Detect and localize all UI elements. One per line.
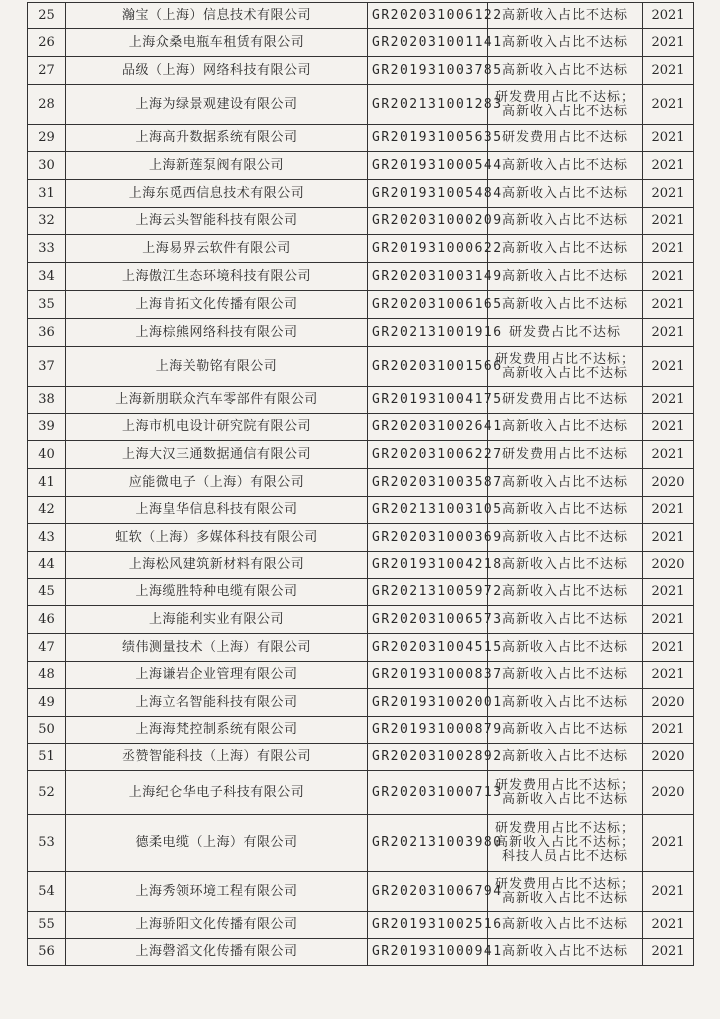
certificate-code-cell: GR201931005635 (368, 125, 488, 152)
row-number-cell: 33 (28, 235, 66, 263)
table-row (28, 771, 694, 815)
company-name-cell: 虹软（上海）多媒体科技有限公司 (66, 524, 368, 552)
revocation-reason-cell: 高新收入占比不达标 (488, 552, 643, 579)
row-number-cell: 44 (28, 552, 66, 579)
certificate-code-cell: GR202031006165 (368, 291, 488, 319)
table-row (28, 319, 694, 347)
revocation-reason-cell: 研发费用占比不达标；高新收入占比不达标；科技人员占比不达标 (488, 815, 643, 872)
company-name-cell: 上海棕熊网络科技有限公司 (66, 319, 368, 347)
year-cell: 2021 (643, 208, 694, 235)
revocation-table (27, 2, 694, 966)
year-cell: 2021 (643, 125, 694, 152)
company-name-cell: 上海谦岩企业管理有限公司 (66, 662, 368, 689)
revocation-reason-cell: 研发费用占比不达标；高新收入占比不达标 (488, 85, 643, 125)
year-cell: 2021 (643, 291, 694, 319)
table-row (28, 815, 694, 872)
table-row (28, 180, 694, 208)
company-name-cell: 上海高升数据系统有限公司 (66, 125, 368, 152)
certificate-code-cell: GR201931000941 (368, 939, 488, 966)
revocation-reason-cell: 高新收入占比不达标 (488, 208, 643, 235)
revocation-reason-cell: 高新收入占比不达标 (488, 3, 643, 29)
company-name-cell: 上海磬滔文化传播有限公司 (66, 939, 368, 966)
row-number-cell: 35 (28, 291, 66, 319)
company-name-cell: 上海新朋联众汽车零部件有限公司 (66, 387, 368, 414)
revocation-reason-cell: 高新收入占比不达标 (488, 57, 643, 85)
row-number-cell: 43 (28, 524, 66, 552)
row-number-cell: 47 (28, 634, 66, 662)
table-row (28, 57, 694, 85)
row-number-cell: 53 (28, 815, 66, 872)
table-row (28, 29, 694, 57)
company-name-cell: 上海易界云软件有限公司 (66, 235, 368, 263)
row-number-cell: 40 (28, 441, 66, 469)
company-name-cell: 上海能利实业有限公司 (66, 606, 368, 634)
row-number-cell: 27 (28, 57, 66, 85)
certificate-code-cell: GR202031001566 (368, 347, 488, 387)
year-cell: 2020 (643, 552, 694, 579)
certificate-code-cell: GR202031004515 (368, 634, 488, 662)
row-number-cell: 52 (28, 771, 66, 815)
table-row (28, 235, 694, 263)
company-name-cell: 上海松风建筑新材料有限公司 (66, 552, 368, 579)
table-row (28, 469, 694, 497)
table-row (28, 744, 694, 771)
table-row (28, 912, 694, 939)
row-number-cell: 34 (28, 263, 66, 291)
row-number-cell: 45 (28, 579, 66, 606)
row-number-cell: 49 (28, 689, 66, 717)
table-row (28, 85, 694, 125)
revocation-reason-cell: 高新收入占比不达标 (488, 717, 643, 744)
row-number-cell: 42 (28, 497, 66, 524)
table-row (28, 552, 694, 579)
certificate-code-cell: GR202131003980 (368, 815, 488, 872)
row-number-cell: 30 (28, 152, 66, 180)
table-row (28, 524, 694, 552)
table-row (28, 662, 694, 689)
revocation-reason-cell: 研发费用占比不达标 (488, 387, 643, 414)
year-cell: 2021 (643, 497, 694, 524)
year-cell: 2021 (643, 319, 694, 347)
revocation-reason-cell: 高新收入占比不达标 (488, 689, 643, 717)
certificate-code-cell: GR201931003785 (368, 57, 488, 85)
year-cell: 2021 (643, 387, 694, 414)
certificate-code-cell: GR201931000837 (368, 662, 488, 689)
row-number-cell: 26 (28, 29, 66, 57)
certificate-code-cell: GR202031003587 (368, 469, 488, 497)
year-cell: 2021 (643, 441, 694, 469)
table-row (28, 347, 694, 387)
row-number-cell: 31 (28, 180, 66, 208)
year-cell: 2021 (643, 263, 694, 291)
year-cell: 2021 (643, 414, 694, 441)
certificate-code-cell: GR202031002892 (368, 744, 488, 771)
certificate-code-cell: GR202131001283 (368, 85, 488, 125)
row-number-cell: 51 (28, 744, 66, 771)
table-row (28, 414, 694, 441)
row-number-cell: 25 (28, 3, 66, 29)
row-number-cell: 56 (28, 939, 66, 966)
row-number-cell: 28 (28, 85, 66, 125)
certificate-code-cell: GR202031000369 (368, 524, 488, 552)
row-number-cell: 38 (28, 387, 66, 414)
company-name-cell: 上海傲江生态环境科技有限公司 (66, 263, 368, 291)
row-number-cell: 55 (28, 912, 66, 939)
company-name-cell: 上海众桑电瓶车租赁有限公司 (66, 29, 368, 57)
year-cell: 2021 (643, 815, 694, 872)
row-number-cell: 37 (28, 347, 66, 387)
revocation-reason-cell: 高新收入占比不达标 (488, 469, 643, 497)
revocation-reason-cell: 高新收入占比不达标 (488, 29, 643, 57)
year-cell: 2021 (643, 347, 694, 387)
company-name-cell: 应能微电子（上海）有限公司 (66, 469, 368, 497)
table-row (28, 497, 694, 524)
certificate-code-cell: GR201931004218 (368, 552, 488, 579)
row-number-cell: 46 (28, 606, 66, 634)
company-name-cell: 上海缆胜特种电缆有限公司 (66, 579, 368, 606)
certificate-code-cell: GR201931000879 (368, 717, 488, 744)
revocation-reason-cell: 研发费用占比不达标；高新收入占比不达标 (488, 872, 643, 912)
revocation-reason-cell: 高新收入占比不达标 (488, 291, 643, 319)
year-cell: 2021 (643, 939, 694, 966)
company-name-cell: 德柔电缆（上海）有限公司 (66, 815, 368, 872)
table-row (28, 208, 694, 235)
year-cell: 2020 (643, 689, 694, 717)
revocation-reason-cell: 高新收入占比不达标 (488, 579, 643, 606)
row-number-cell: 39 (28, 414, 66, 441)
table-row (28, 872, 694, 912)
revocation-reason-cell: 高新收入占比不达标 (488, 152, 643, 180)
year-cell: 2021 (643, 85, 694, 125)
company-name-cell: 上海皇华信息科技有限公司 (66, 497, 368, 524)
company-name-cell: 丞赞智能科技（上海）有限公司 (66, 744, 368, 771)
table-row (28, 441, 694, 469)
certificate-code-cell: GR202031003149 (368, 263, 488, 291)
company-name-cell: 瀚宝（上海）信息技术有限公司 (66, 3, 368, 29)
company-name-cell: 上海为绿景观建设有限公司 (66, 85, 368, 125)
revocation-reason-cell: 高新收入占比不达标 (488, 524, 643, 552)
certificate-code-cell: GR202031001141 (368, 29, 488, 57)
table-row (28, 387, 694, 414)
certificate-code-cell: GR202031000209 (368, 208, 488, 235)
revocation-reason-cell: 高新收入占比不达标 (488, 662, 643, 689)
company-name-cell: 品级（上海）网络科技有限公司 (66, 57, 368, 85)
certificate-code-cell: GR202131001916 (368, 319, 488, 347)
revocation-reason-cell: 研发费用占比不达标；高新收入占比不达标 (488, 771, 643, 815)
certificate-code-cell: GR202031006122 (368, 3, 488, 29)
row-number-cell: 48 (28, 662, 66, 689)
table-row (28, 291, 694, 319)
revocation-reason-cell: 研发费占比不达标 (488, 319, 643, 347)
year-cell: 2021 (643, 235, 694, 263)
certificate-code-cell: GR202031006573 (368, 606, 488, 634)
row-number-cell: 50 (28, 717, 66, 744)
year-cell: 2021 (643, 29, 694, 57)
company-name-cell: 上海关勒铭有限公司 (66, 347, 368, 387)
company-name-cell: 上海市机电设计研究院有限公司 (66, 414, 368, 441)
table-row (28, 717, 694, 744)
company-name-cell: 上海纪仑华电子科技有限公司 (66, 771, 368, 815)
year-cell: 2021 (643, 634, 694, 662)
row-number-cell: 29 (28, 125, 66, 152)
row-number-cell: 36 (28, 319, 66, 347)
revocation-reason-cell: 高新收入占比不达标 (488, 235, 643, 263)
company-name-cell: 上海立名智能科技有限公司 (66, 689, 368, 717)
year-cell: 2021 (643, 180, 694, 208)
year-cell: 2021 (643, 912, 694, 939)
year-cell: 2020 (643, 469, 694, 497)
revocation-reason-cell: 研发费用占比不达标 (488, 125, 643, 152)
revocation-reason-cell: 高新收入占比不达标 (488, 263, 643, 291)
certificate-code-cell: GR202031002641 (368, 414, 488, 441)
row-number-cell: 54 (28, 872, 66, 912)
company-name-cell: 绩伟测量技术（上海）有限公司 (66, 634, 368, 662)
revocation-reason-cell: 研发费用占比不达标；高新收入占比不达标 (488, 347, 643, 387)
certificate-code-cell: GR201931000622 (368, 235, 488, 263)
certificate-code-cell: GR201931004175 (368, 387, 488, 414)
table-row (28, 689, 694, 717)
table-row (28, 3, 694, 29)
row-number-cell: 41 (28, 469, 66, 497)
revocation-reason-cell: 高新收入占比不达标 (488, 634, 643, 662)
certificate-code-cell: GR202031006227 (368, 441, 488, 469)
year-cell: 2020 (643, 744, 694, 771)
certificate-code-cell: GR201931000544 (368, 152, 488, 180)
revocation-reason-cell: 研发费用占比不达标 (488, 441, 643, 469)
year-cell: 2021 (643, 606, 694, 634)
year-cell: 2021 (643, 152, 694, 180)
company-name-cell: 上海海梵控制系统有限公司 (66, 717, 368, 744)
revocation-reason-cell: 高新收入占比不达标 (488, 497, 643, 524)
table-row (28, 263, 694, 291)
company-name-cell: 上海秀领环境工程有限公司 (66, 872, 368, 912)
company-name-cell: 上海新莲泵阀有限公司 (66, 152, 368, 180)
certificate-code-cell: GR202031000713 (368, 771, 488, 815)
revocation-reason-cell: 高新收入占比不达标 (488, 744, 643, 771)
year-cell: 2021 (643, 57, 694, 85)
year-cell: 2021 (643, 579, 694, 606)
revocation-reason-cell: 高新收入占比不达标 (488, 414, 643, 441)
revocation-reason-cell: 高新收入占比不达标 (488, 939, 643, 966)
year-cell: 2021 (643, 524, 694, 552)
row-number-cell: 32 (28, 208, 66, 235)
certificate-code-cell: GR202131005972 (368, 579, 488, 606)
revocation-reason-cell: 高新收入占比不达标 (488, 912, 643, 939)
company-name-cell: 上海骄阳文化传播有限公司 (66, 912, 368, 939)
company-name-cell: 上海云头智能科技有限公司 (66, 208, 368, 235)
company-name-cell: 上海大汉三通数据通信有限公司 (66, 441, 368, 469)
certificate-code-cell: GR201931002516 (368, 912, 488, 939)
year-cell: 2021 (643, 662, 694, 689)
certificate-code-cell: GR202031006794 (368, 872, 488, 912)
year-cell: 2020 (643, 771, 694, 815)
company-name-cell: 上海肯拓文化传播有限公司 (66, 291, 368, 319)
year-cell: 2021 (643, 717, 694, 744)
table-row (28, 125, 694, 152)
certificate-code-cell: GR201931005484 (368, 180, 488, 208)
table-row (28, 939, 694, 966)
certificate-code-cell: GR201931002001 (368, 689, 488, 717)
table-row (28, 579, 694, 606)
revocation-reason-cell: 高新收入占比不达标 (488, 606, 643, 634)
revocation-reason-cell: 高新收入占比不达标 (488, 180, 643, 208)
company-name-cell: 上海东觅西信息技术有限公司 (66, 180, 368, 208)
year-cell: 2021 (643, 3, 694, 29)
table-row (28, 152, 694, 180)
year-cell: 2021 (643, 872, 694, 912)
certificate-code-cell: GR202131003105 (368, 497, 488, 524)
table-row (28, 634, 694, 662)
table-row (28, 606, 694, 634)
